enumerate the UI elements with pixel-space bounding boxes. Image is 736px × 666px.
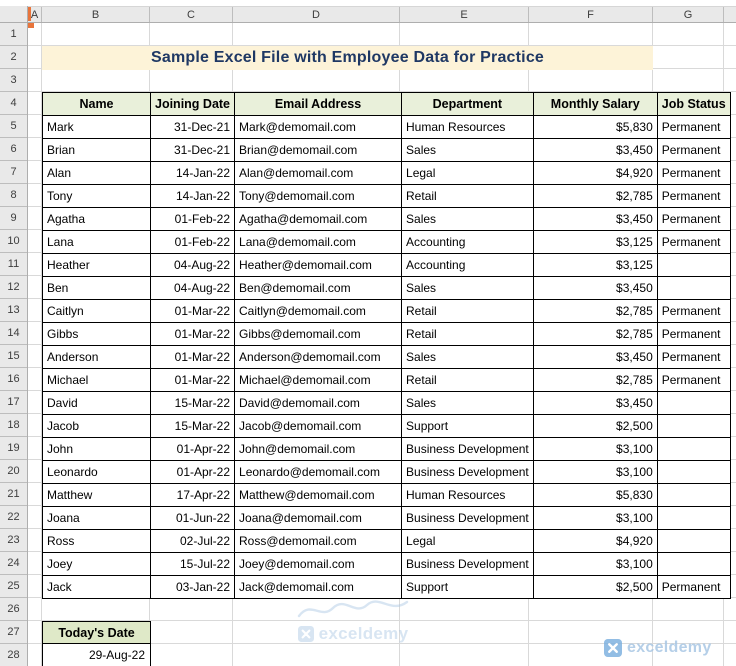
cell-email-address[interactable]: Alan@demomail.com bbox=[235, 162, 402, 185]
cell-monthly-salary[interactable]: $4,920 bbox=[533, 530, 657, 553]
row-header-20[interactable]: 20 bbox=[0, 460, 27, 483]
cell-job-status[interactable] bbox=[657, 277, 730, 300]
cell-monthly-salary[interactable]: $2,785 bbox=[533, 323, 657, 346]
cell-email-address[interactable]: Anderson@demomail.com bbox=[235, 346, 402, 369]
row-header-8[interactable]: 8 bbox=[0, 184, 27, 207]
cell-monthly-salary[interactable]: $3,450 bbox=[533, 277, 657, 300]
row-header-12[interactable]: 12 bbox=[0, 276, 27, 299]
row-header-26[interactable]: 26 bbox=[0, 598, 27, 621]
table-row bbox=[43, 300, 731, 323]
cell-monthly-salary[interactable]: $4,920 bbox=[533, 162, 657, 185]
row-header-7[interactable]: 7 bbox=[0, 161, 27, 184]
cell-email-address[interactable]: Tony@demomail.com bbox=[235, 185, 402, 208]
page-title: Sample Excel File with Employee Data for Practice bbox=[150, 49, 545, 66]
column-header-F[interactable]: F bbox=[529, 7, 653, 22]
row-header-4[interactable]: 4 bbox=[0, 92, 27, 115]
cell-job-status[interactable]: Permanent bbox=[657, 576, 730, 599]
row-header-6[interactable]: 6 bbox=[0, 138, 27, 161]
cell-name[interactable]: Michael bbox=[43, 369, 151, 392]
cell-email-address[interactable]: Joana@demomail.com bbox=[235, 507, 402, 530]
cell-department[interactable]: Sales bbox=[402, 208, 534, 231]
cell-joining-date[interactable]: 04-Aug-22 bbox=[151, 254, 235, 277]
cell-monthly-salary[interactable]: $3,450 bbox=[533, 208, 657, 231]
table-header-email-address[interactable]: Email Address bbox=[235, 93, 402, 116]
row-header-11[interactable]: 11 bbox=[0, 253, 27, 276]
table-row bbox=[43, 162, 731, 185]
cell-job-status[interactable]: Permanent bbox=[657, 162, 730, 185]
table-header-monthly-salary[interactable]: Monthly Salary bbox=[533, 93, 657, 116]
cell-monthly-salary[interactable]: $3,450 bbox=[533, 139, 657, 162]
row-header-5[interactable]: 5 bbox=[0, 115, 27, 138]
cell-department[interactable]: Business Development bbox=[402, 461, 534, 484]
row-header-27[interactable]: 27 bbox=[0, 621, 27, 644]
cell-monthly-salary[interactable]: $3,100 bbox=[533, 438, 657, 461]
cell-job-status[interactable]: Permanent bbox=[657, 231, 730, 254]
cell-email-address[interactable]: Leonardo@demomail.com bbox=[235, 461, 402, 484]
column-header-band bbox=[0, 6, 736, 23]
cell-department[interactable]: Accounting bbox=[402, 254, 534, 277]
cell-monthly-salary[interactable]: $3,450 bbox=[533, 392, 657, 415]
cell-job-status[interactable] bbox=[657, 507, 730, 530]
today-value-cell[interactable]: 29-Aug-22 bbox=[42, 644, 151, 666]
cell-email-address[interactable]: John@demomail.com bbox=[235, 438, 402, 461]
table-row bbox=[43, 346, 731, 369]
cell-job-status[interactable] bbox=[657, 553, 730, 576]
today-block bbox=[42, 621, 151, 666]
cell-monthly-salary[interactable]: $3,125 bbox=[533, 231, 657, 254]
cell-name[interactable]: Brian bbox=[43, 139, 151, 162]
cell-department[interactable]: Legal bbox=[402, 530, 534, 553]
row-header-13[interactable]: 13 bbox=[0, 299, 27, 322]
row-header-22[interactable]: 22 bbox=[0, 506, 27, 529]
row-header-17[interactable]: 17 bbox=[0, 391, 27, 414]
cell-joining-date[interactable]: 01-Mar-22 bbox=[151, 323, 235, 346]
cell-email-address[interactable]: Brian@demomail.com bbox=[235, 139, 402, 162]
cell-department[interactable]: Support bbox=[402, 415, 534, 438]
cell-job-status[interactable]: Permanent bbox=[657, 208, 730, 231]
table-header-name[interactable]: Name bbox=[43, 93, 151, 116]
table-row bbox=[43, 461, 731, 484]
row-header-10[interactable]: 10 bbox=[0, 230, 27, 253]
cell-joining-date[interactable]: 31-Dec-21 bbox=[151, 116, 235, 139]
cell-job-status[interactable]: Permanent bbox=[657, 300, 730, 323]
cell-joining-date[interactable]: 02-Jul-22 bbox=[151, 530, 235, 553]
cell-name[interactable]: John bbox=[43, 438, 151, 461]
cell-department[interactable]: Retail bbox=[402, 323, 534, 346]
cell-name[interactable]: Leonardo bbox=[43, 461, 151, 484]
row-header-14[interactable]: 14 bbox=[0, 322, 27, 345]
cell-name[interactable]: Gibbs bbox=[43, 323, 151, 346]
employee-table bbox=[42, 92, 731, 599]
watermark-brand-text: exceldemy bbox=[318, 624, 409, 643]
table-row bbox=[43, 208, 731, 231]
cell-job-status[interactable]: Permanent bbox=[657, 323, 730, 346]
table-header-department[interactable]: Department bbox=[402, 93, 534, 116]
cell-monthly-salary[interactable]: $2,500 bbox=[533, 415, 657, 438]
cell-department[interactable]: Support bbox=[402, 576, 534, 599]
cell-job-status[interactable] bbox=[657, 530, 730, 553]
cell-name[interactable]: Heather bbox=[43, 254, 151, 277]
cell-monthly-salary[interactable]: $2,500 bbox=[533, 576, 657, 599]
cell-name[interactable]: Ben bbox=[43, 277, 151, 300]
cell-department[interactable]: Business Development bbox=[402, 507, 534, 530]
accent-mark-corner bbox=[28, 23, 34, 28]
cell-name[interactable]: Joey bbox=[43, 553, 151, 576]
cell-job-status[interactable] bbox=[657, 484, 730, 507]
cell-name[interactable]: Tony bbox=[43, 185, 151, 208]
cell-email-address[interactable]: Caitlyn@demomail.com bbox=[235, 300, 402, 323]
cell-department[interactable]: Retail bbox=[402, 369, 534, 392]
cell-joining-date[interactable]: 17-Apr-22 bbox=[151, 484, 235, 507]
cell-department[interactable]: Sales bbox=[402, 346, 534, 369]
table-row bbox=[43, 507, 731, 530]
cell-joining-date[interactable]: 15-Mar-22 bbox=[151, 392, 235, 415]
cell-name[interactable]: Lana bbox=[43, 231, 151, 254]
cell-email-address[interactable]: Michael@demomail.com bbox=[235, 369, 402, 392]
title-cell[interactable] bbox=[42, 46, 653, 70]
table-row bbox=[43, 392, 731, 415]
cell-job-status[interactable]: Permanent bbox=[657, 369, 730, 392]
row-header-25[interactable]: 25 bbox=[0, 575, 27, 598]
cell-monthly-salary[interactable]: $3,125 bbox=[533, 254, 657, 277]
table-row bbox=[43, 185, 731, 208]
table-row bbox=[43, 553, 731, 576]
cell-name[interactable]: Mark bbox=[43, 116, 151, 139]
cell-email-address[interactable]: Jacob@demomail.com bbox=[235, 415, 402, 438]
row-header-2[interactable]: 2 bbox=[0, 46, 27, 69]
cell-job-status[interactable] bbox=[657, 415, 730, 438]
cell-department[interactable]: Sales bbox=[402, 277, 534, 300]
cell-email-address[interactable]: Ross@demomail.com bbox=[235, 530, 402, 553]
cell-joining-date[interactable]: 01-Feb-22 bbox=[151, 231, 235, 254]
cell-joining-date[interactable]: 01-Apr-22 bbox=[151, 461, 235, 484]
cell-joining-date[interactable]: 01-Mar-22 bbox=[151, 369, 235, 392]
cell-name[interactable]: Matthew bbox=[43, 484, 151, 507]
row-header-24[interactable]: 24 bbox=[0, 552, 27, 575]
cell-email-address[interactable]: Gibbs@demomail.com bbox=[235, 323, 402, 346]
table-row bbox=[43, 369, 731, 392]
cell-joining-date[interactable]: 15-Mar-22 bbox=[151, 415, 235, 438]
cell-monthly-salary[interactable]: $2,785 bbox=[533, 300, 657, 323]
watermark-corner-text: exceldemy bbox=[627, 639, 712, 656]
cell-name[interactable]: David bbox=[43, 392, 151, 415]
table-row bbox=[43, 576, 731, 599]
cell-job-status[interactable] bbox=[657, 392, 730, 415]
cell-monthly-salary[interactable]: $5,830 bbox=[533, 484, 657, 507]
row-header-15[interactable]: 15 bbox=[0, 345, 27, 368]
cell-email-address[interactable]: David@demomail.com bbox=[235, 392, 402, 415]
table-row bbox=[43, 254, 731, 277]
table-header-joining-date[interactable]: Joining Date bbox=[151, 93, 235, 116]
cell-monthly-salary[interactable]: $3,100 bbox=[533, 507, 657, 530]
cell-name[interactable]: Joana bbox=[43, 507, 151, 530]
cell-monthly-salary[interactable]: $2,785 bbox=[533, 185, 657, 208]
cell-department[interactable]: Accounting bbox=[402, 231, 534, 254]
cell-name[interactable]: Jack bbox=[43, 576, 151, 599]
cell-name[interactable]: Anderson bbox=[43, 346, 151, 369]
cell-monthly-salary[interactable]: $3,450 bbox=[533, 346, 657, 369]
cell-email-address[interactable]: Jack@demomail.com bbox=[235, 576, 402, 599]
cell-joining-date[interactable]: 01-Jun-22 bbox=[151, 507, 235, 530]
row-header-19[interactable]: 19 bbox=[0, 437, 27, 460]
table-header-job-status[interactable]: Job Status bbox=[657, 93, 730, 116]
table-row bbox=[43, 438, 731, 461]
row-header-28[interactable]: 28 bbox=[0, 644, 27, 666]
cell-joining-date[interactable]: 31-Dec-21 bbox=[151, 139, 235, 162]
cell-joining-date[interactable]: 01-Apr-22 bbox=[151, 438, 235, 461]
cell-joining-date[interactable]: 14-Jan-22 bbox=[151, 162, 235, 185]
cell-email-address[interactable]: Lana@demomail.com bbox=[235, 231, 402, 254]
cell-department[interactable]: Legal bbox=[402, 162, 534, 185]
cell-department[interactable]: Sales bbox=[402, 139, 534, 162]
cell-joining-date[interactable]: 15-Jul-22 bbox=[151, 553, 235, 576]
cell-job-status[interactable] bbox=[657, 438, 730, 461]
column-header-E[interactable]: E bbox=[400, 7, 529, 22]
column-header-B[interactable]: B bbox=[42, 7, 150, 22]
cell-department[interactable]: Retail bbox=[402, 185, 534, 208]
accent-mark-top bbox=[28, 7, 31, 21]
cell-joining-date[interactable]: 01-Feb-22 bbox=[151, 208, 235, 231]
cell-email-address[interactable]: Agatha@demomail.com bbox=[235, 208, 402, 231]
cell-job-status[interactable]: Permanent bbox=[657, 346, 730, 369]
cell-job-status[interactable]: Permanent bbox=[657, 139, 730, 162]
cell-monthly-salary[interactable]: $5,830 bbox=[533, 116, 657, 139]
row-header-3[interactable]: 3 bbox=[0, 69, 27, 92]
cell-job-status[interactable] bbox=[657, 461, 730, 484]
table-row bbox=[43, 116, 731, 139]
select-all-corner[interactable] bbox=[0, 6, 28, 23]
cell-job-status[interactable] bbox=[657, 254, 730, 277]
cell-job-status[interactable]: Permanent bbox=[657, 185, 730, 208]
cell-joining-date[interactable]: 01-Mar-22 bbox=[151, 300, 235, 323]
row-header-9[interactable]: 9 bbox=[0, 207, 27, 230]
row-header-band bbox=[0, 23, 28, 666]
row-header-16[interactable]: 16 bbox=[0, 368, 27, 391]
cell-department[interactable]: Business Development bbox=[402, 438, 534, 461]
table-row bbox=[43, 231, 731, 254]
cell-monthly-salary[interactable]: $2,785 bbox=[533, 369, 657, 392]
row-header-23[interactable]: 23 bbox=[0, 529, 27, 552]
table-header-row bbox=[43, 93, 731, 116]
cell-name[interactable]: Agatha bbox=[43, 208, 151, 231]
cell-joining-date[interactable]: 03-Jan-22 bbox=[151, 576, 235, 599]
row-header-21[interactable]: 21 bbox=[0, 483, 27, 506]
table-row bbox=[43, 415, 731, 438]
cell-department[interactable]: Human Resources bbox=[402, 116, 534, 139]
column-header-A[interactable]: A bbox=[28, 7, 42, 22]
today-label-cell[interactable]: Today's Date bbox=[42, 621, 151, 644]
sheet-grid bbox=[28, 23, 736, 666]
cell-email-address[interactable]: Matthew@demomail.com bbox=[235, 484, 402, 507]
cell-joining-date[interactable]: 01-Mar-22 bbox=[151, 346, 235, 369]
row-header-18[interactable]: 18 bbox=[0, 414, 27, 437]
cell-department[interactable]: Human Resources bbox=[402, 484, 534, 507]
cell-job-status[interactable]: Permanent bbox=[657, 116, 730, 139]
cell-joining-date[interactable]: 04-Aug-22 bbox=[151, 277, 235, 300]
cell-department[interactable]: Retail bbox=[402, 300, 534, 323]
table-row bbox=[43, 323, 731, 346]
cell-name[interactable]: Alan bbox=[43, 162, 151, 185]
cell-name[interactable]: Jacob bbox=[43, 415, 151, 438]
table-row bbox=[43, 484, 731, 507]
cell-name[interactable]: Caitlyn bbox=[43, 300, 151, 323]
cell-joining-date[interactable]: 14-Jan-22 bbox=[151, 185, 235, 208]
cell-email-address[interactable]: Ben@demomail.com bbox=[235, 277, 402, 300]
table-row bbox=[43, 139, 731, 162]
column-header-G[interactable]: G bbox=[653, 7, 724, 22]
cell-email-address[interactable]: Mark@demomail.com bbox=[235, 116, 402, 139]
cell-name[interactable]: Ross bbox=[43, 530, 151, 553]
cell-email-address[interactable]: Joey@demomail.com bbox=[235, 553, 402, 576]
table-row bbox=[43, 530, 731, 553]
column-header-C[interactable]: C bbox=[150, 7, 233, 22]
cell-department[interactable]: Business Development bbox=[402, 553, 534, 576]
cell-department[interactable]: Sales bbox=[402, 392, 534, 415]
cell-monthly-salary[interactable]: $3,100 bbox=[533, 461, 657, 484]
cell-email-address[interactable]: Heather@demomail.com bbox=[235, 254, 402, 277]
row-header-1[interactable]: 1 bbox=[0, 23, 27, 46]
column-header-D[interactable]: D bbox=[233, 7, 400, 22]
table-row bbox=[43, 277, 731, 300]
cell-monthly-salary[interactable]: $3,100 bbox=[533, 553, 657, 576]
